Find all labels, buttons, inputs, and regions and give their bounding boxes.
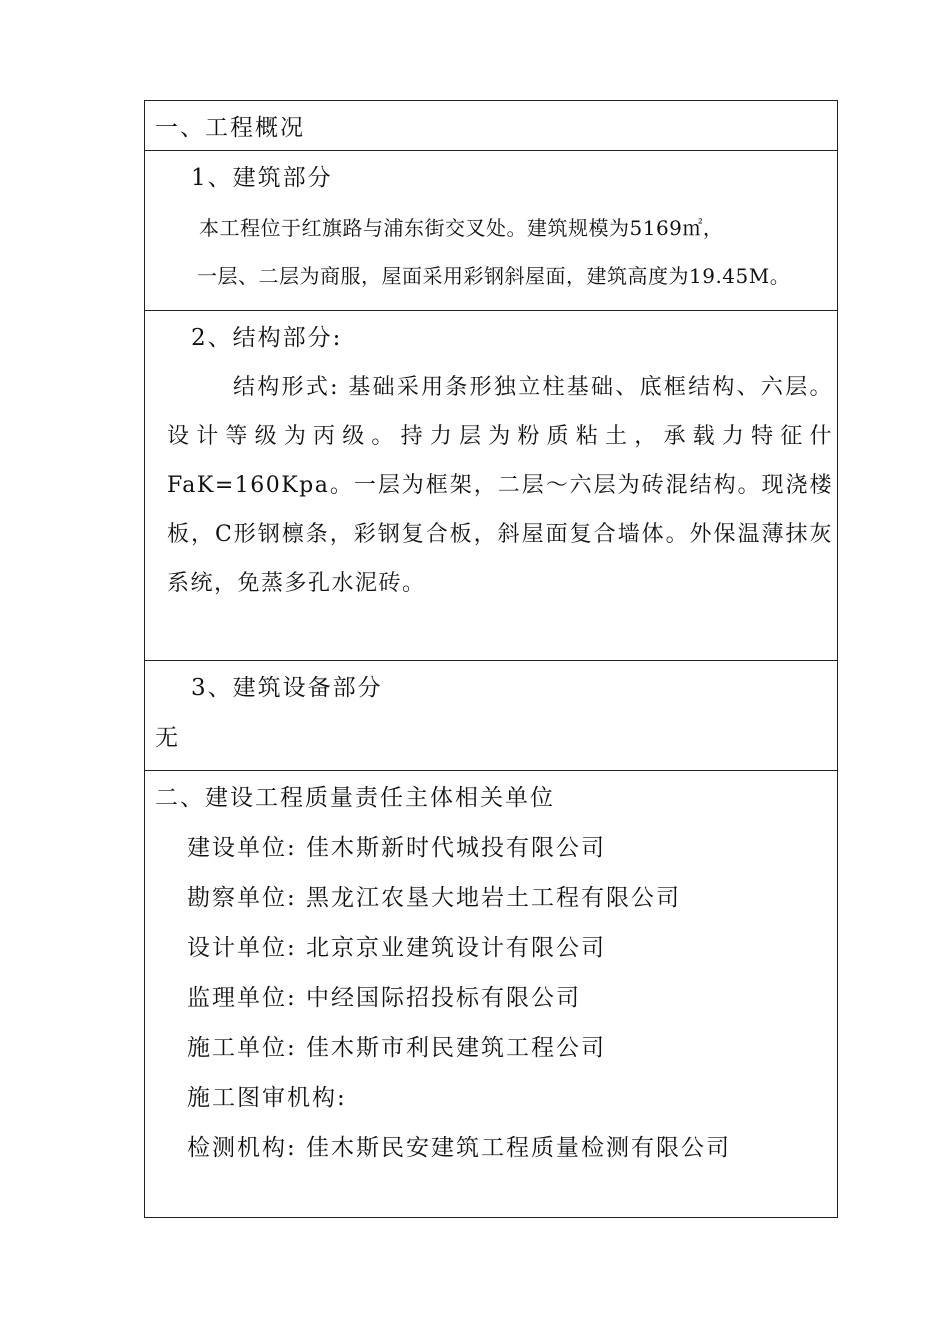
unit-design: 设计单位: 北京京业建筑设计有限公司 <box>187 935 607 961</box>
units-heading: 二、建设工程质量责任主体相关单位 <box>155 785 555 811</box>
structure-paragraph: 结构形式: 基础采用条形独立柱基础、底框结构、六层。设计等级为丙级。持力层为粉质粘土，承载力特征什FaK=160Kpa。一层为框架，二层～六层为砖混结构。现浇楼板，C形钢檩条，彩钢复合板，斜屋面复合墙体。外保温薄抹灰系统，免蒸多孔水泥砖。 <box>167 375 833 596</box>
equipment-heading: 3、建筑设备部分 <box>191 675 383 701</box>
unit-survey: 勘察单位: 黑龙江农垦大地岩土工程有限公司 <box>187 885 682 911</box>
equipment-content: 无 <box>155 725 180 751</box>
building-text-line-2: 一层、二层为商服，屋面采用彩钢斜屋面，建筑高度为19.45M。 <box>197 264 791 288</box>
project-info-table <box>144 100 838 1218</box>
unit-testing: 检测机构: 佳木斯民安建筑工程质量检测有限公司 <box>187 1135 732 1161</box>
unit-construction: 建设单位: 佳木斯新时代城投有限公司 <box>187 835 607 861</box>
section-responsible-units <box>145 771 837 1217</box>
structure-heading: 2、结构部分: <box>191 325 343 351</box>
unit-drawing-review: 施工图审机构: <box>187 1085 347 1111</box>
section-structure <box>145 311 837 661</box>
building-text-line-1: 本工程位于红旗路与浦东街交叉处。建筑规模为5169㎡， <box>199 216 724 240</box>
section-equipment <box>145 661 837 771</box>
section-overview <box>145 101 837 151</box>
unit-contractor: 施工单位: 佳木斯市利民建筑工程公司 <box>187 1035 607 1061</box>
overview-heading: 一、工程概况 <box>155 115 305 141</box>
building-heading: 1、建筑部分 <box>191 165 333 191</box>
section-building <box>145 151 837 311</box>
unit-supervision: 监理单位: 中经国际招投标有限公司 <box>187 985 582 1011</box>
